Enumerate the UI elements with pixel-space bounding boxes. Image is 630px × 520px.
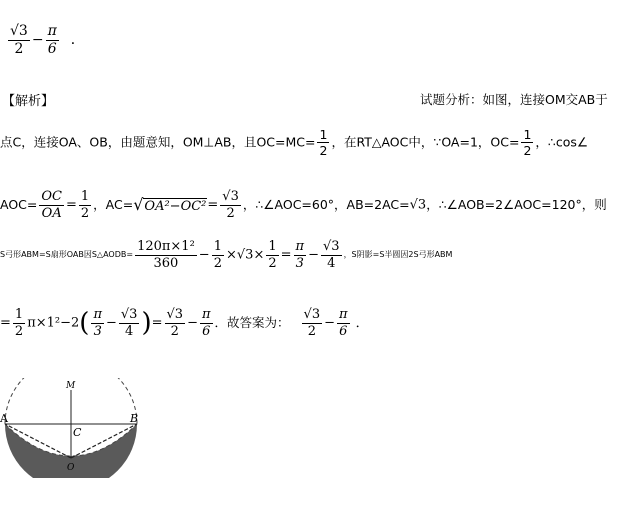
denominator: 6 [47, 40, 57, 57]
label-m: M [66, 381, 76, 391]
fraction-one-half [317, 128, 329, 157]
fraction-sqrt3-over-2 [220, 190, 241, 220]
fraction-pi-over-3 [91, 308, 104, 338]
numerator: 120π×1² [137, 239, 195, 254]
sqrt3: √3 [236, 247, 254, 263]
text: ，∴cos∠ [535, 134, 589, 150]
numerator: 1 [319, 127, 328, 142]
numerator: π [339, 307, 348, 322]
denominator: 3 [295, 255, 304, 271]
numerator: π [47, 23, 57, 39]
minus-sign: − [198, 247, 210, 263]
denominator: 2 [226, 205, 235, 221]
analysis-line-5 [0, 308, 369, 338]
analysis-header: 【解析】 [2, 94, 55, 109]
fraction-one-half [79, 190, 91, 220]
numerator: π [201, 307, 211, 322]
minus-sign: − [187, 315, 198, 331]
times-sign: × [225, 247, 237, 263]
answer-line [6, 24, 85, 56]
numerator: OC [41, 189, 62, 204]
analysis-header-right: 试题分析：如图，连接OM交AB于 [420, 92, 608, 107]
denominator: 2 [170, 323, 179, 339]
numerator: π [93, 307, 102, 322]
denominator: 2 [523, 143, 532, 159]
fraction-oc-over-oa [39, 190, 64, 220]
label-c: C [73, 426, 82, 439]
denominator: 360 [153, 255, 179, 271]
minus-sign: − [308, 247, 319, 263]
label-o: O [67, 463, 75, 473]
denominator: 3 [93, 323, 102, 339]
numerator: 1 [268, 239, 277, 254]
left-paren: ( [79, 308, 90, 339]
period: ． [70, 32, 85, 49]
segment-area-label: S弓形ABM=S扇形OAB因S△AODB= [0, 250, 134, 260]
right-paren: ) [141, 308, 152, 339]
denominator: 2 [14, 40, 24, 57]
geometry-figure [0, 378, 150, 478]
equals: = [280, 247, 292, 263]
minus-sign: − [324, 315, 336, 331]
denominator: 6 [202, 323, 211, 339]
analysis-line-4 [0, 240, 452, 270]
radicand: OA²−OC² [144, 199, 207, 215]
sqrt-symbol: √ [133, 195, 144, 215]
fraction-sector-area [135, 240, 197, 270]
answer-text: ．故答案为： [214, 314, 290, 330]
fraction-pi-over-6 [200, 308, 213, 338]
numerator: 1 [213, 239, 222, 254]
numerator: 1 [523, 127, 532, 142]
text: ，∴∠AOB=2∠AOC=120°，则 [426, 196, 607, 212]
answer-fraction-pi-over-6 [46, 24, 59, 56]
minus-sign: − [105, 315, 117, 331]
numerator: √3 [323, 239, 340, 254]
fraction-sqrt3-over-4 [321, 240, 342, 270]
fraction-sqrt3-over-2 [165, 308, 186, 338]
denominator: 2 [307, 323, 316, 339]
denominator: OA [41, 205, 62, 221]
numerator: π [295, 239, 305, 254]
fraction-sqrt3-over-4 [119, 308, 140, 338]
equals: = [0, 315, 11, 331]
numerator: 1 [14, 307, 24, 322]
label-a: A [0, 412, 8, 425]
text: ，在RT△AOC中，∵OA=1，OC= [331, 134, 520, 150]
denominator: 2 [14, 323, 24, 339]
text: AOC= [0, 196, 38, 212]
fraction-sqrt3-over-2 [302, 308, 323, 338]
analysis-line-3 [0, 190, 607, 220]
times-sign: × [253, 247, 265, 263]
fraction-pi-over-6 [337, 308, 350, 338]
numerator: 1 [80, 189, 90, 204]
sqrt-expression [133, 197, 207, 213]
fraction-pi-over-3 [294, 240, 307, 270]
text: ，AC= [93, 196, 134, 212]
numerator: √3 [303, 307, 321, 322]
label-b: B [130, 412, 139, 425]
text: 点C，连接OA、OB，由题意知，OM⊥AB，且OC=MC= [0, 134, 316, 150]
denominator: 2 [80, 205, 90, 221]
denominator: 2 [213, 255, 222, 271]
fraction-one-half [212, 240, 224, 270]
denominator: 6 [339, 323, 348, 339]
shaded-area-label: ，S阴影=S半圆因2S弓形ABM [343, 250, 453, 260]
text: ，∴∠AOC=60°，AB=2AC= [242, 196, 410, 212]
minus-sign: − [31, 32, 44, 49]
equals: = [207, 197, 219, 213]
equals: = [65, 197, 77, 213]
fraction-one-half [266, 240, 278, 270]
analysis-line-2 [0, 128, 588, 157]
answer-fraction-sqrt3-over-2 [8, 24, 30, 56]
equals: = [151, 315, 163, 331]
fraction-one-half [13, 308, 25, 338]
period: ． [355, 315, 369, 331]
sqrt3: √3 [409, 197, 427, 213]
denominator: 2 [319, 143, 328, 159]
denominator: 2 [268, 255, 277, 271]
numerator: √3 [120, 307, 138, 322]
text: π×1²−2 [27, 315, 80, 331]
denominator: 4 [327, 255, 336, 271]
denominator: 4 [125, 323, 134, 339]
fraction-one-half [521, 128, 533, 157]
numerator: √3 [10, 23, 28, 39]
numerator: √3 [222, 189, 239, 204]
numerator: √3 [166, 307, 184, 322]
